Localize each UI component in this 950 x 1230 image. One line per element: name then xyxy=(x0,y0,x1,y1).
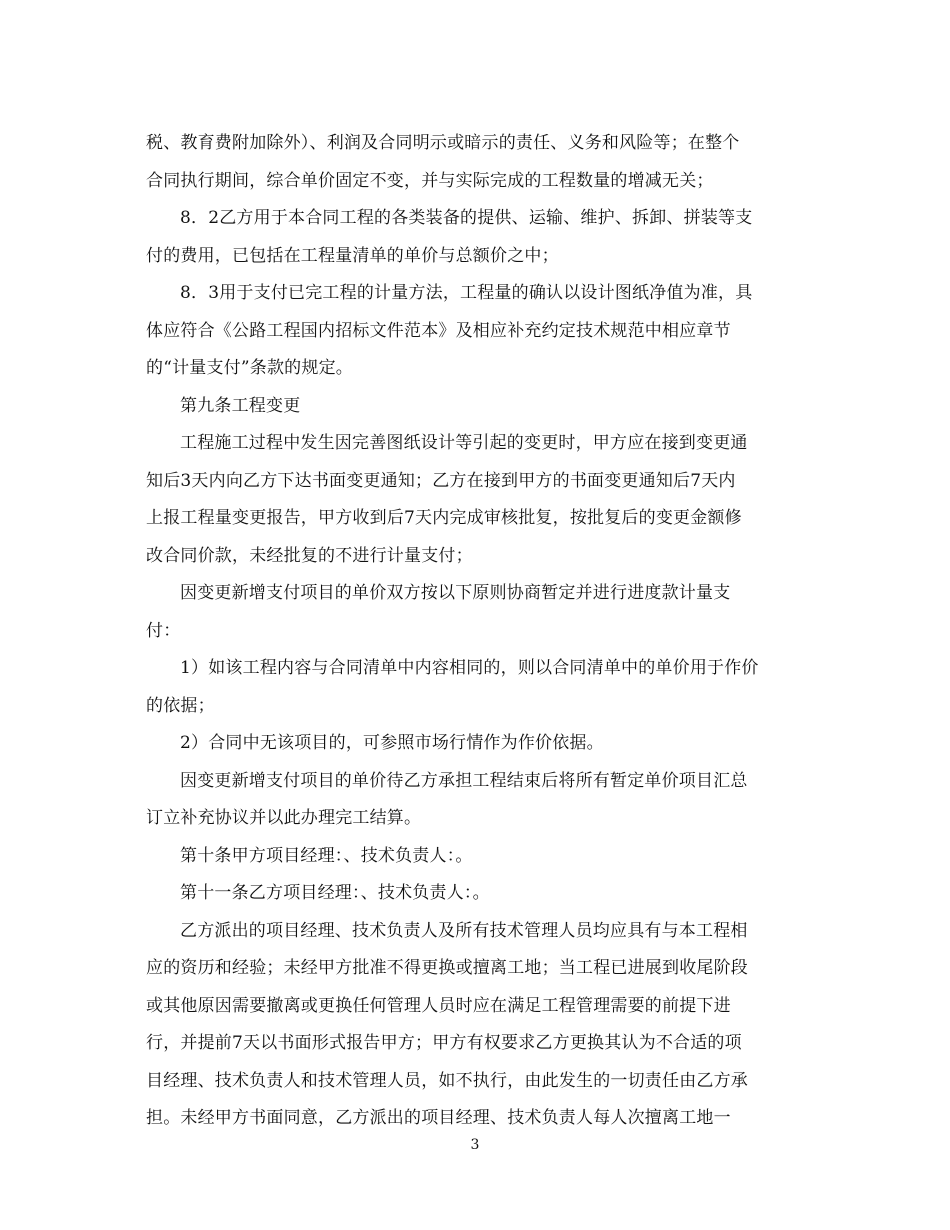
text-line: 合同执行期间，综合单价固定不变，并与实际完成的工程数量的增减无关； xyxy=(146,170,714,191)
text-line: 第十一条乙方项目经理：、技术负责人：。 xyxy=(180,883,490,903)
text-line: 的依据； xyxy=(146,695,215,716)
text-line: 8．2乙方用于本合同工程的各类装备的提供、运输、维护、拆卸、拼装等支 xyxy=(180,208,753,228)
text-line: 付的费用，已包括在工程量清单的单价与总额价之中； xyxy=(146,245,559,266)
text-line: 8．3用于支付已完工程的计量方法，工程量的确认以设计图纸净值为准，具 xyxy=(180,283,753,303)
text-line: 工程施工过程中发生因完善图纸设计等引起的变更时，甲方应在接到变更通 xyxy=(180,433,748,453)
text-line: 行，并提前7天以书面形式报告甲方；甲方有权要求乙方更换其认为不合适的项 xyxy=(146,1033,742,1053)
text-line: 应的资历和经验；未经甲方批准不得更换或擅离工地；当工程已进展到收尾阶段 xyxy=(146,958,748,978)
text-line: 改合同价款，未经批复的不进行计量支付； xyxy=(146,545,473,566)
text-line: 第九条工程变更 xyxy=(180,395,301,416)
text-line: 因变更新增支付项目的单价双方按以下原则协商暂定并进行进度款计量支 xyxy=(180,583,731,603)
text-line: 订立补充协议并以此办理完工结算。 xyxy=(146,808,422,828)
text-line: 或其他原因需要撤离或更换任何管理人员时应在满足工程管理需要的前提下进 xyxy=(146,995,731,1016)
text-line: 体应符合《公路工程国内招标文件范本》及相应补充约定技术规范中相应章节 xyxy=(146,320,731,341)
text-line: 2）合同中无该项目的，可参照市场行情作为作价依据。 xyxy=(180,733,604,753)
document-body xyxy=(146,125,810,1138)
text-line: 乙方派出的项目经理、技术负责人及所有技术管理人员均应具有与本工程相 xyxy=(180,920,748,941)
text-line: 上报工程量变更报告，甲方收到后7天内完成审核批复，按批复后的变更金额修 xyxy=(146,508,742,528)
text-line: 1）如该工程内容与合同清单中内容相同的，则以合同清单中的单价用于作价 xyxy=(180,658,759,678)
text-line: 目经理、技术负责人和技术管理人员，如不执行，由此发生的一切责任由乙方承 xyxy=(146,1070,748,1091)
text-line: 担。未经甲方书面同意，乙方派出的项目经理、技术负责人每人次擅离工地一 xyxy=(146,1108,731,1128)
text-line: 第十条甲方项目经理：、技术负责人：。 xyxy=(180,845,473,866)
page-number: 3 xyxy=(470,1137,480,1153)
text-line: 税、教育费附加除外）、利润及合同明示或暗示的责任、义务和风险等；在整个 xyxy=(146,133,740,153)
text-line: 的“计量支付”条款的规定。 xyxy=(146,358,353,378)
text-line: 付： xyxy=(146,620,181,641)
text-line: 知后3天内向乙方下达书面变更通知；乙方在接到甲方的书面变更通知后7天内 xyxy=(146,470,736,491)
text-line: 因变更新增支付项目的单价待乙方承担工程结束后将所有暂定单价项目汇总 xyxy=(180,770,748,791)
